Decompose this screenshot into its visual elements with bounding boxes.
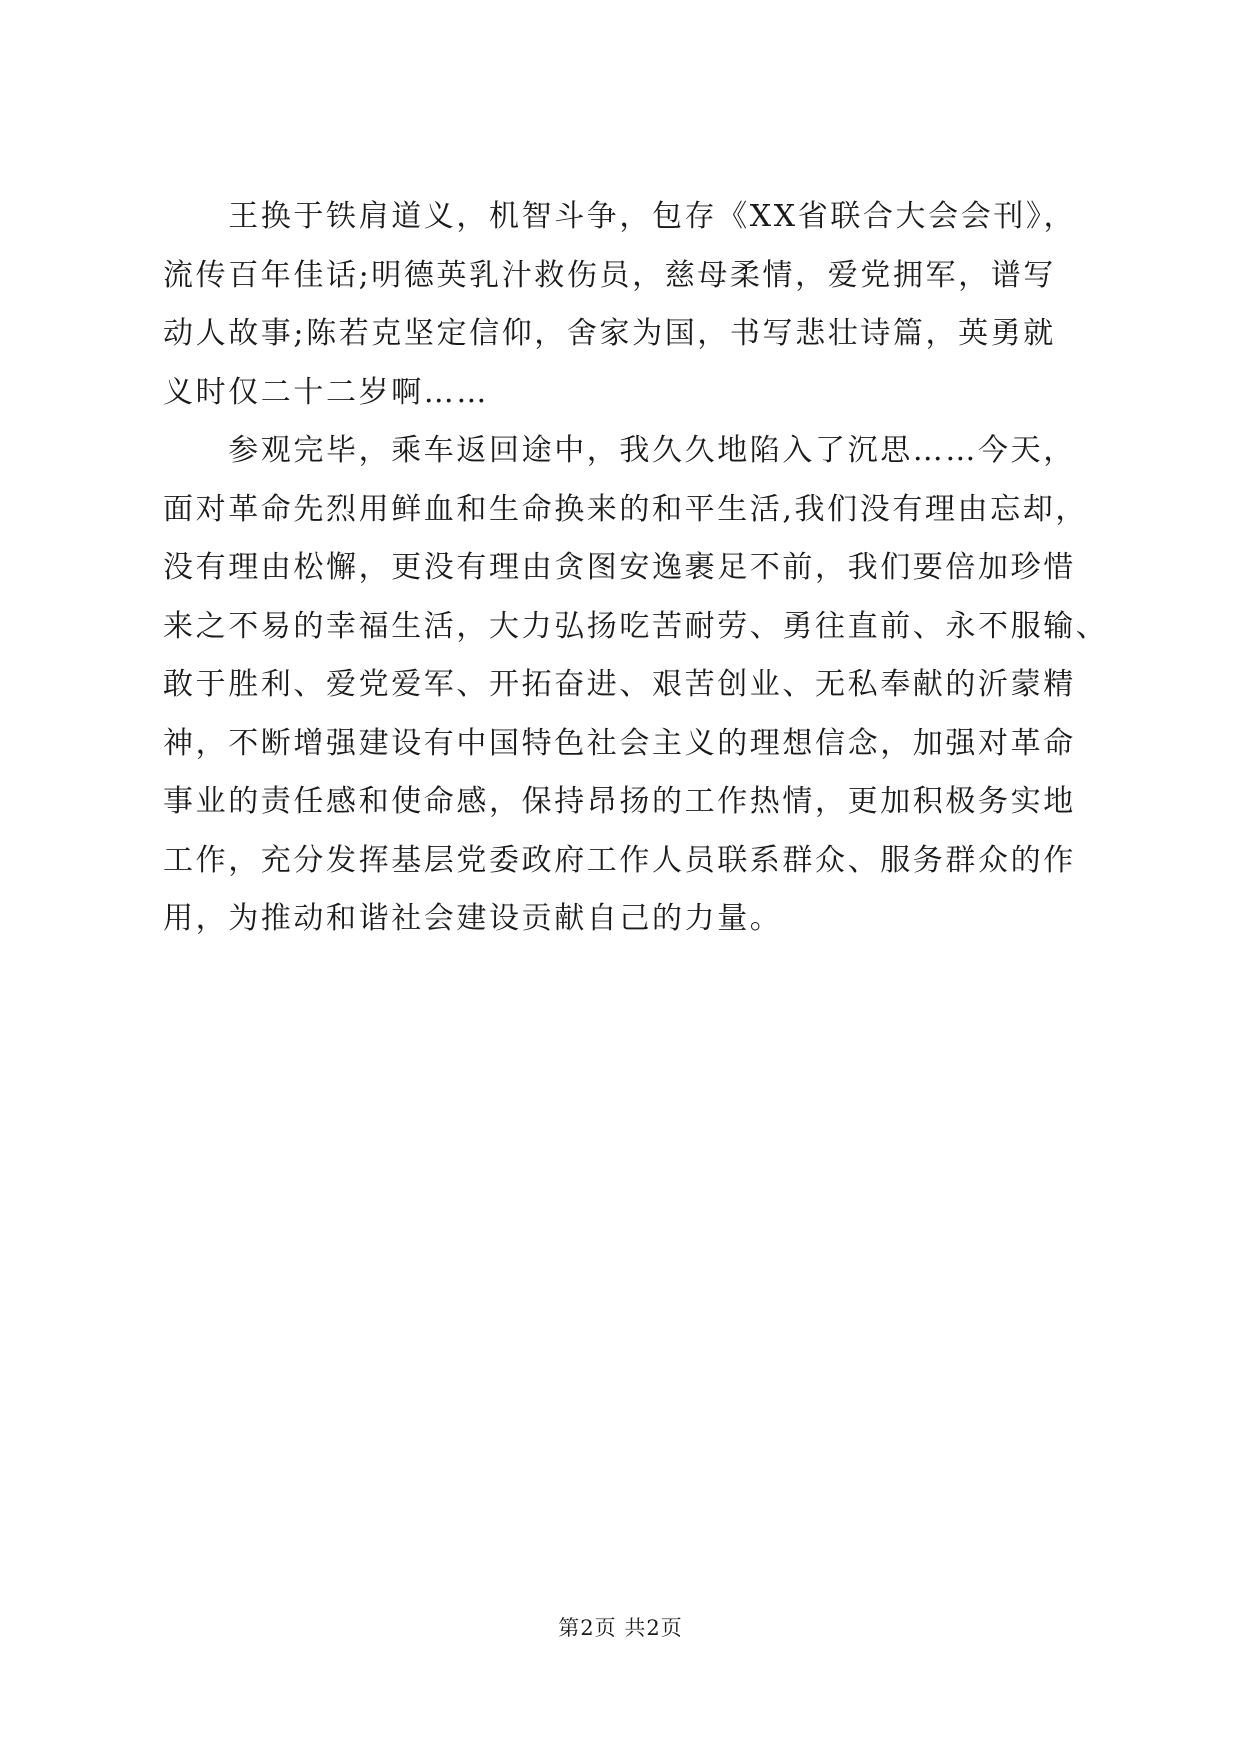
text-line: 来之不易的幸福生活，大力弘扬吃苦耐劳、勇往直前、永不服输、 <box>163 608 1109 644</box>
page-number-footer: 第2页 共2页 <box>558 1616 683 1640</box>
text-line: 神，不断增强建设有中国特色社会主义的理想信念，加强对革命 <box>163 725 1076 761</box>
text-line: 义时仅二十二岁啊…… <box>163 374 489 410</box>
paragraph-2 <box>163 422 1109 949</box>
text-line: 参观完毕，乘车返回途中，我久久地陷入了沉思……今天， <box>163 433 1076 468</box>
document-body <box>163 188 1109 949</box>
text-line: 面对革命先烈用鲜血和生命换来的和平生活,我们没有理由忘却， <box>163 491 1088 527</box>
text-line: 没有理由松懈，更没有理由贪图安逸裹足不前，我们要倍加珍惜 <box>163 550 1076 585</box>
paragraph-1 <box>163 188 1083 422</box>
text-line: 用，为推动和谐社会建设贡献自己的力量。 <box>163 901 783 936</box>
text-line: 事业的责任感和使命感，保持昂扬的工作热情，更加积极务实地 <box>163 784 1076 819</box>
text-line: 流传百年佳话;明德英乳汁救伤员，慈母柔情，爱党拥军，谱写 <box>163 257 1056 293</box>
text-line: 敢于胜利、爱党爱军、开拓奋进、艰苦创业、无私奉献的沂蒙精 <box>163 667 1076 702</box>
text-line: 王换于铁肩道义，机智斗争，包存《XX省联合大会会刊》， <box>163 199 1077 234</box>
text-line: 工作，充分发挥基层党委政府工作人员联系群众、服务群众的作 <box>163 842 1076 878</box>
text-line: 动人故事;陈若克坚定信仰，舍家为国，书写悲壮诗篇，英勇就 <box>163 316 1056 351</box>
